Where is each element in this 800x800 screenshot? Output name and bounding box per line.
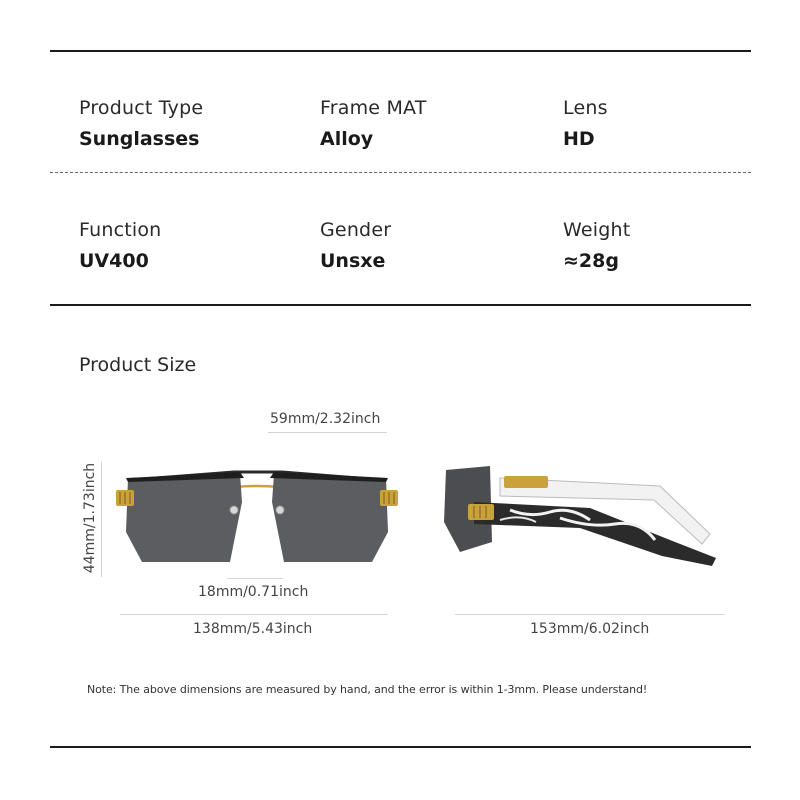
spec-function	[79, 219, 161, 272]
spec-label: Product Type	[79, 97, 204, 119]
product-size-title: Product Size	[79, 354, 197, 376]
spec-lens	[563, 97, 608, 150]
lens-width-label: 59mm/2.32inch	[270, 411, 381, 427]
spec-label: Weight	[563, 219, 631, 241]
temple-length-line	[455, 614, 725, 615]
lens-height-line	[101, 462, 102, 577]
spec-value: HD	[563, 128, 595, 150]
spec-label: Gender	[320, 219, 392, 241]
bridge-label: 18mm/0.71inch	[198, 584, 309, 600]
lens-width-line	[268, 432, 387, 433]
sunglasses-side-view	[440, 462, 730, 572]
top-rule	[50, 50, 751, 52]
spec-value: ≈28g	[563, 250, 619, 272]
spec-label: Function	[79, 219, 162, 241]
spec-label: Frame MAT	[320, 97, 427, 119]
dashed-divider	[50, 172, 751, 173]
middle-rule	[50, 304, 751, 306]
bridge-line	[227, 578, 283, 579]
frame-width-line	[120, 614, 388, 615]
spec-value: UV400	[79, 250, 149, 272]
spec-gender	[320, 219, 391, 272]
spec-label: Lens	[563, 97, 608, 119]
spec-frame-material	[320, 97, 427, 150]
measurement-note: Note: The above dimensions are measured by hand, and the error is within 1-3mm. Please understand!	[87, 683, 648, 696]
spec-weight	[563, 219, 630, 272]
sunglasses-front-view	[112, 462, 402, 582]
spec-product-type	[79, 97, 203, 150]
frame-width-label: 138mm/5.43inch	[193, 621, 313, 637]
bottom-rule	[50, 746, 751, 748]
spec-value: Sunglasses	[79, 128, 200, 150]
spec-value: Alloy	[320, 128, 374, 150]
lens-height-label: 44mm/1.73inch	[82, 462, 98, 574]
spec-value: Unsxe	[320, 250, 386, 272]
temple-length-label: 153mm/6.02inch	[530, 621, 650, 637]
